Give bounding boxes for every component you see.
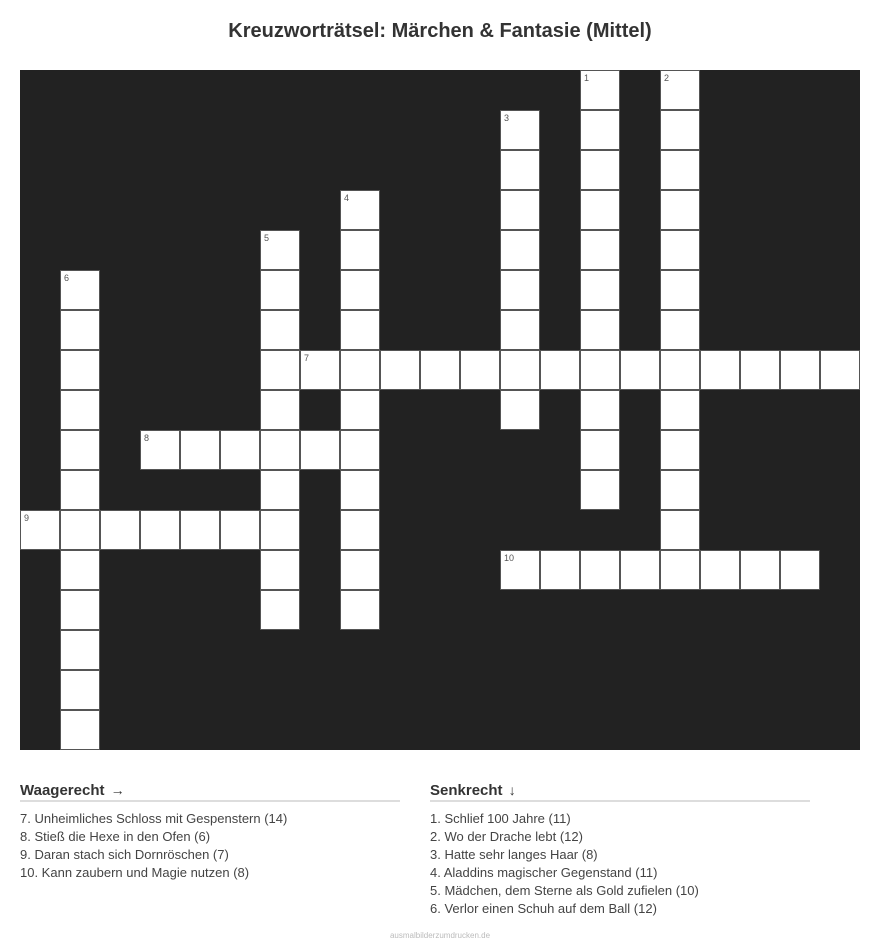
crossword-cell[interactable] xyxy=(340,390,380,430)
crossword-cell[interactable] xyxy=(420,350,460,390)
crossword-cell[interactable] xyxy=(580,70,620,110)
crossword-cell[interactable] xyxy=(740,350,780,390)
crossword-cell[interactable] xyxy=(580,390,620,430)
arrow-right-icon: → xyxy=(110,782,125,798)
crossword-cell[interactable] xyxy=(260,350,300,390)
crossword-cell[interactable] xyxy=(580,150,620,190)
cell-number: 10 xyxy=(504,553,515,563)
crossword-cell[interactable] xyxy=(60,310,100,350)
crossword-cell[interactable] xyxy=(660,510,700,550)
crossword-cell[interactable] xyxy=(180,430,220,470)
crossword-cell[interactable] xyxy=(340,270,380,310)
clue-down: 2. Wo der Drache lebt (12) xyxy=(430,829,583,844)
crossword-cell[interactable] xyxy=(500,270,540,310)
cell-number: 8 xyxy=(144,433,150,443)
clue-down: 1. Schlief 100 Jahre (11) xyxy=(430,811,571,826)
crossword-cell[interactable] xyxy=(580,270,620,310)
crossword-cell[interactable] xyxy=(620,350,660,390)
clue-down: 6. Verlor einen Schuh auf dem Ball (12) xyxy=(430,901,657,916)
crossword-cell[interactable] xyxy=(300,430,340,470)
crossword-cell[interactable] xyxy=(660,230,700,270)
clues-across-heading xyxy=(20,782,400,802)
crossword-cell[interactable] xyxy=(580,430,620,470)
crossword-cell[interactable] xyxy=(260,470,300,510)
crossword-cell[interactable] xyxy=(700,550,740,590)
crossword-cell[interactable] xyxy=(500,190,540,230)
crossword-cell[interactable] xyxy=(540,550,580,590)
crossword-cell[interactable] xyxy=(660,430,700,470)
crossword-cell[interactable] xyxy=(500,110,540,150)
crossword-cell[interactable] xyxy=(500,230,540,270)
clue-down: 3. Hatte sehr langes Haar (8) xyxy=(430,847,598,862)
cell-number: 3 xyxy=(504,113,510,123)
crossword-cell[interactable] xyxy=(500,150,540,190)
crossword-cell[interactable] xyxy=(500,390,540,430)
crossword-cell[interactable] xyxy=(340,550,380,590)
crossword-cell[interactable] xyxy=(260,270,300,310)
crossword-cell[interactable] xyxy=(660,390,700,430)
crossword-cell[interactable] xyxy=(660,70,700,110)
crossword-cell[interactable] xyxy=(60,710,100,750)
crossword-cell[interactable] xyxy=(460,350,500,390)
crossword-cell[interactable] xyxy=(220,510,260,550)
crossword-cell[interactable] xyxy=(580,350,620,390)
crossword-cell[interactable] xyxy=(220,430,260,470)
crossword-cell[interactable] xyxy=(60,470,100,510)
crossword-cell[interactable] xyxy=(260,230,300,270)
crossword-cell[interactable] xyxy=(780,350,820,390)
crossword-cell[interactable] xyxy=(180,510,220,550)
crossword-cell[interactable] xyxy=(60,350,100,390)
clues-across-section xyxy=(20,782,400,882)
crossword-cell[interactable] xyxy=(340,310,380,350)
clue-across: 10. Kann zaubern und Magie nutzen (8) xyxy=(20,865,250,880)
clue-across: 9. Daran stach sich Dornröschen (7) xyxy=(20,847,229,862)
clues-across-heading-text: Waagerecht xyxy=(20,782,105,799)
crossword-cell[interactable] xyxy=(140,510,180,550)
clues-down-heading xyxy=(430,782,810,802)
footer-credit: ausmalbilderzumdrucken.de xyxy=(389,931,491,940)
cell-number: 2 xyxy=(664,73,670,83)
crossword-cell[interactable] xyxy=(100,510,140,550)
crossword-cell[interactable] xyxy=(60,270,100,310)
crossword-cell[interactable] xyxy=(260,510,300,550)
crossword-cell[interactable] xyxy=(660,550,700,590)
crossword-cell[interactable] xyxy=(260,590,300,630)
cell-number: 4 xyxy=(344,193,350,203)
crossword-cell[interactable] xyxy=(580,110,620,150)
crossword-cell[interactable] xyxy=(700,350,740,390)
crossword-cell[interactable] xyxy=(340,510,380,550)
crossword-cell[interactable] xyxy=(500,310,540,350)
clues-down-heading-text: Senkrecht xyxy=(430,782,503,799)
crossword-cell[interactable] xyxy=(500,350,540,390)
crossword-cell[interactable] xyxy=(620,550,660,590)
crossword-cell[interactable] xyxy=(660,110,700,150)
crossword-cell[interactable] xyxy=(580,230,620,270)
clues-down-section xyxy=(430,782,810,918)
crossword-cell[interactable] xyxy=(660,350,700,390)
crossword-cell[interactable] xyxy=(580,190,620,230)
clue-down: 5. Mädchen, dem Sterne als Gold zufielen (10) xyxy=(430,883,699,898)
crossword-cell[interactable] xyxy=(260,550,300,590)
crossword-cell[interactable] xyxy=(260,390,300,430)
crossword-cell[interactable] xyxy=(340,230,380,270)
puzzle-title: Kreuzworträtsel: Märchen & Fantasie (Mittel) xyxy=(228,20,652,42)
crossword-cell[interactable] xyxy=(260,430,300,470)
crossword-cell[interactable] xyxy=(580,470,620,510)
crossword-cell[interactable] xyxy=(60,430,100,470)
crossword-cell[interactable] xyxy=(660,190,700,230)
cell-number: 5 xyxy=(264,233,270,243)
crossword-cell[interactable] xyxy=(740,550,780,590)
crossword-cell[interactable] xyxy=(580,310,620,350)
crossword-cell[interactable] xyxy=(60,590,100,630)
crossword-cell[interactable] xyxy=(20,510,60,550)
crossword-cell[interactable] xyxy=(60,550,100,590)
crossword-cell[interactable] xyxy=(60,670,100,710)
crossword-cell[interactable] xyxy=(660,150,700,190)
crossword-cell[interactable] xyxy=(340,190,380,230)
arrow-down-icon: ↓ xyxy=(508,782,516,798)
crossword-cell[interactable] xyxy=(340,470,380,510)
crossword-cell[interactable] xyxy=(660,270,700,310)
crossword-cell[interactable] xyxy=(580,550,620,590)
cell-number: 7 xyxy=(304,353,310,363)
clue-across: 7. Unheimliches Schloss mit Gespenstern (14) xyxy=(20,811,288,826)
crossword-cell[interactable] xyxy=(340,430,380,470)
crossword-cell[interactable] xyxy=(340,350,380,390)
crossword-cell[interactable] xyxy=(540,350,580,390)
crossword-cell[interactable] xyxy=(780,550,820,590)
crossword-cell[interactable] xyxy=(340,590,380,630)
crossword-cell[interactable] xyxy=(300,350,340,390)
crossword-cell[interactable] xyxy=(140,430,180,470)
crossword-cell[interactable] xyxy=(380,350,420,390)
clue-down: 4. Aladdins magischer Gegenstand (11) xyxy=(430,865,658,880)
crossword-cell[interactable] xyxy=(60,390,100,430)
crossword-cell[interactable] xyxy=(660,470,700,510)
crossword-cell[interactable] xyxy=(820,350,860,390)
crossword-cell[interactable] xyxy=(60,630,100,670)
clue-across: 8. Stieß die Hexe in den Ofen (6) xyxy=(20,829,211,844)
crossword-cell[interactable] xyxy=(500,550,540,590)
crossword-cell[interactable] xyxy=(60,510,100,550)
cell-number: 6 xyxy=(64,273,70,283)
cell-number: 1 xyxy=(584,73,590,83)
crossword-grid xyxy=(20,70,860,750)
crossword-cell[interactable] xyxy=(660,310,700,350)
crossword-cell[interactable] xyxy=(260,310,300,350)
cell-number: 9 xyxy=(24,513,30,523)
